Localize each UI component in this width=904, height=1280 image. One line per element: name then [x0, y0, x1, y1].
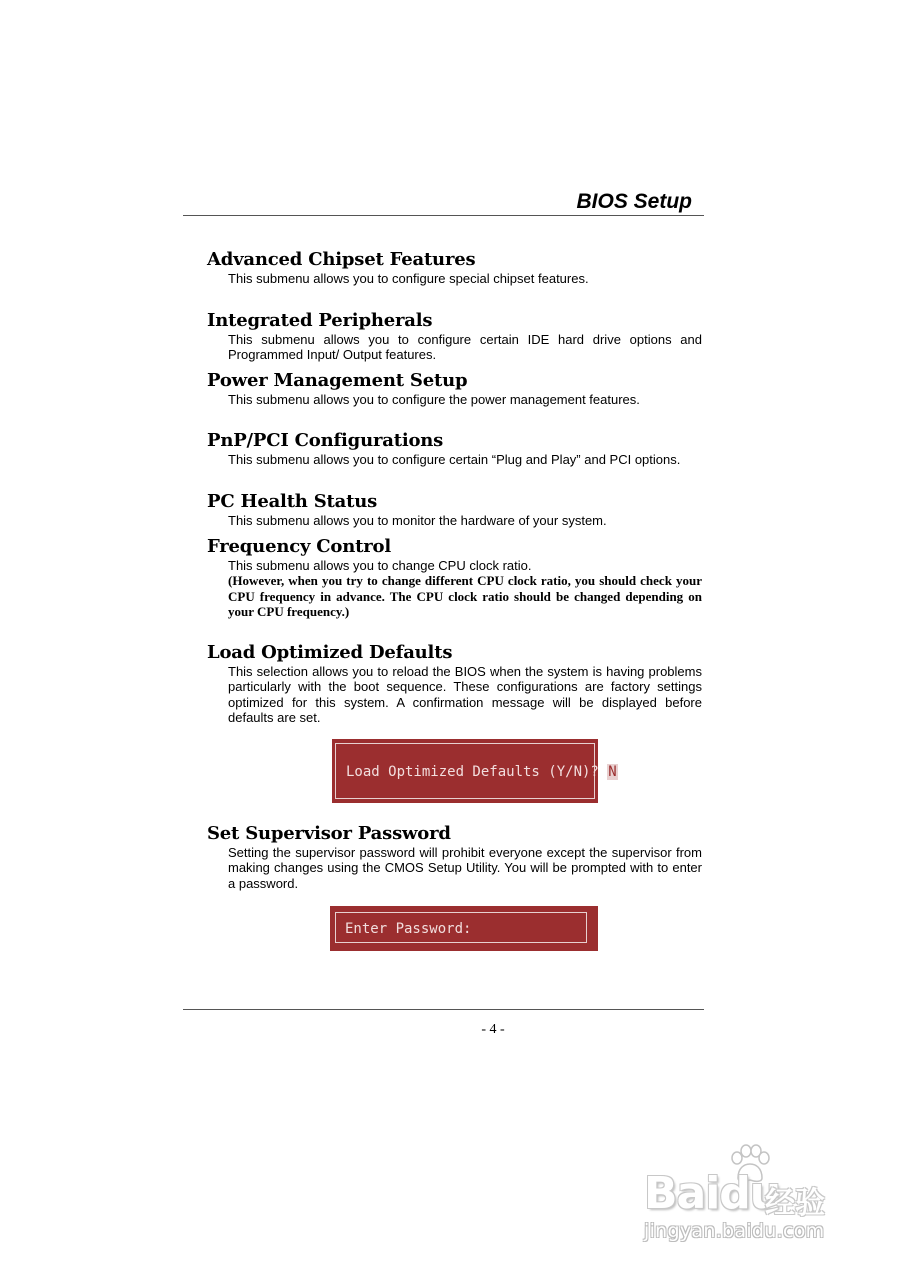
dialog-prompt [346, 764, 618, 780]
page-header-title: BIOS Setup [576, 190, 692, 213]
watermark-suffix: 经验 [765, 1186, 825, 1221]
section-heading: Power Management Setup [207, 370, 468, 391]
section-heading: Integrated Peripherals [207, 310, 433, 331]
section-body: Setting the supervisor password will prohibit everyone except the supervisor from making changes using the CMOS Setup Utility. You will be prompted with to enter a password. [228, 845, 702, 891]
section-body: This selection allows you to reload the BIOS when the system is having problems particularly with the boot sequence. These configurations are factory settings optimized for this system. A confirmation message will be displayed before defaults are set. [228, 664, 702, 725]
load-defaults-dialog [332, 739, 617, 803]
section-heading: Advanced Chipset Features [207, 249, 476, 270]
section-heading: PnP/PCI Configurations [207, 430, 444, 451]
footer-rule [183, 1009, 704, 1010]
header-rule [183, 215, 704, 216]
page-number: - 4 - [481, 1022, 505, 1037]
section-pnp-pci [207, 430, 702, 467]
password-prompt[interactable]: Enter Password: [345, 921, 472, 937]
section-power-management [207, 370, 702, 407]
section-heading: PC Health Status [207, 491, 378, 512]
baidu-watermark [640, 1140, 860, 1250]
section-set-supervisor-password [207, 823, 702, 891]
section-load-optimized-defaults [207, 642, 702, 725]
section-pc-health [207, 491, 702, 528]
password-dialog [330, 906, 598, 951]
section-frequency-control [207, 536, 702, 619]
section-note: (However, when you try to change different CPU clock ratio, you should check your CPU frequency in advance. The CPU clock ratio should be changed depending on your CPU frequency.) [228, 573, 702, 619]
section-body: This submenu allows you to configure certain “Plug and Play” and PCI options. [228, 452, 681, 467]
section-body: This submenu allows you to change CPU clock ratio. [228, 558, 532, 573]
watermark-url: jingyan.baidu.com [644, 1220, 825, 1242]
section-integrated-peripherals [207, 310, 702, 363]
section-body: This submenu allows you to configure the power management features. [228, 392, 640, 407]
section-heading: Frequency Control [207, 536, 391, 557]
dialog-answer[interactable]: N [608, 764, 617, 780]
section-heading: Set Supervisor Password [207, 823, 451, 844]
section-advanced-chipset [207, 249, 702, 286]
section-body: This submenu allows you to monitor the hardware of your system. [228, 513, 607, 528]
watermark-brand: Baidu [644, 1168, 781, 1219]
section-body: This submenu allows you to configure special chipset features. [228, 271, 589, 286]
section-body: This submenu allows you to configure certain IDE hard drive options and Programmed Input/ Output features. [228, 332, 702, 363]
dialog-prompt-text: Load Optimized Defaults (Y/N)? [346, 764, 608, 780]
section-heading: Load Optimized Defaults [207, 642, 453, 663]
